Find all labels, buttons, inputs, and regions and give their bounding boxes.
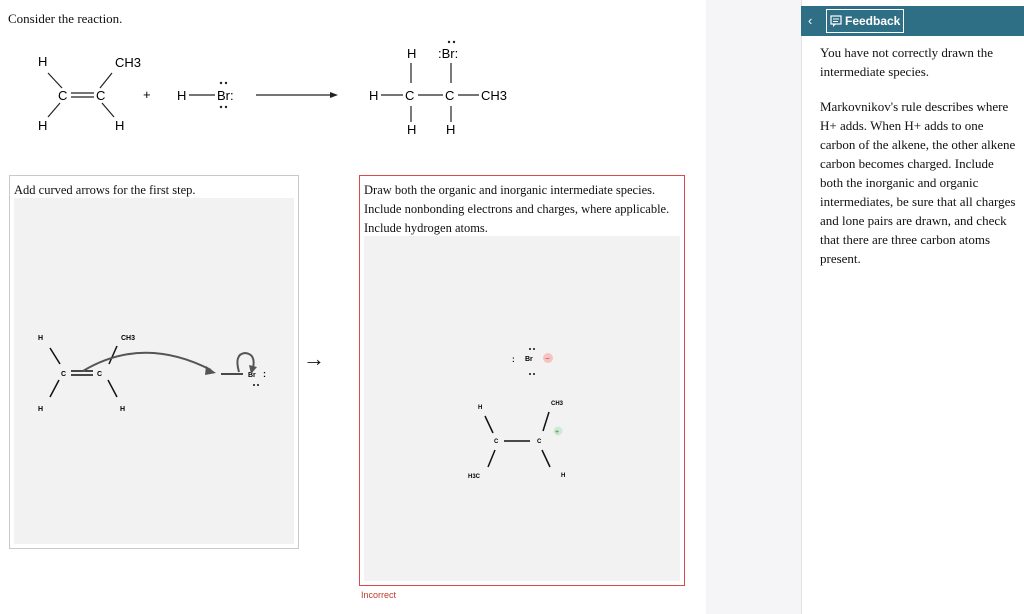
- arrow-head: [205, 366, 216, 375]
- product-ch3: CH3: [481, 88, 508, 103]
- plus-sign: +: [143, 87, 151, 102]
- lone-pair: [253, 384, 255, 386]
- curved-arrow-1: [83, 353, 211, 371]
- cation-h3c: H3C: [468, 474, 481, 480]
- cation-c1: C: [494, 439, 499, 445]
- bromide-lone-left: :: [512, 355, 515, 364]
- lone-pair: [529, 373, 531, 375]
- feedback-icon: [830, 15, 842, 27]
- hbr-br: Br:: [217, 88, 234, 103]
- bromide-symbol: Br: [525, 356, 533, 363]
- product-h-left: H: [369, 88, 379, 103]
- bond: [543, 412, 549, 431]
- lone-pair: [220, 106, 222, 108]
- feedback-tab-label: Feedback: [845, 14, 901, 28]
- feedback-message-1: You have not correctly drawn the intermediate species.: [820, 45, 994, 79]
- bond: [109, 346, 117, 364]
- bond: [48, 73, 62, 88]
- product-br: :Br:: [438, 46, 459, 61]
- feedback-message-2: Markovnikov's rule describes where H+ adds. When H+ adds to one carbon of the alkene, the other alkene carbon becomes charged. Include both the inorganic and organic intermediates, be sure that all charges and lone pairs are drawn, and check that there are three carbon atoms present.: [820, 99, 1016, 266]
- alkene-h-bottom-left: H: [38, 118, 48, 133]
- step1-molecule[interactable]: [13, 320, 299, 420]
- hbr-h: H: [177, 88, 187, 103]
- step1-ch3: CH3: [121, 335, 136, 342]
- bond: [542, 450, 550, 467]
- positive-charge: +: [555, 429, 560, 436]
- panel-2-label: Draw both the organic and inorganic intermediate species. Include nonbonding electrons and charges, where applicable. Include hydrogen atoms.: [364, 183, 670, 235]
- alkene-ch3: CH3: [115, 55, 142, 70]
- lone-pair: [529, 348, 531, 350]
- bond: [485, 416, 493, 433]
- bond: [100, 73, 112, 88]
- alkene-c-left: C: [58, 88, 68, 103]
- product-h-bottom-1: H: [407, 122, 417, 137]
- feedback-tab[interactable]: [826, 9, 904, 33]
- alkene-h-top-left: H: [38, 54, 48, 69]
- bond: [50, 348, 60, 364]
- bond: [102, 103, 114, 117]
- step1-br: Br: [248, 372, 256, 379]
- negative-charge: −: [545, 354, 550, 363]
- step1-c1: C: [61, 371, 67, 378]
- lone-pair: [448, 41, 450, 43]
- panel-1-label: Add curved arrows for the first step.: [14, 183, 196, 197]
- cation-c2: C: [537, 439, 542, 445]
- step2-molecules[interactable]: [460, 325, 600, 485]
- gutter: [706, 0, 801, 614]
- cation-h-top: H: [478, 405, 483, 411]
- bond: [108, 380, 117, 397]
- alkene-c-right: C: [96, 88, 106, 103]
- step1-h2: H: [38, 406, 44, 413]
- bond: [48, 103, 60, 117]
- feedback-panel: [801, 0, 1024, 614]
- chevron-left-icon[interactable]: ‹: [808, 13, 813, 28]
- bond: [50, 380, 59, 397]
- product-h-top: H: [407, 46, 417, 61]
- cation-ch3: CH3: [551, 401, 564, 407]
- bond: [488, 450, 495, 467]
- prompt-title: Consider the reaction.: [8, 11, 123, 26]
- status-incorrect: Incorrect: [361, 590, 397, 600]
- step1-h3: H: [120, 406, 126, 413]
- lone-pair: [220, 82, 222, 84]
- reaction-scheme: [0, 30, 706, 140]
- product-c1: C: [405, 88, 415, 103]
- cation-h-bottom: H: [561, 473, 566, 479]
- product-h-bottom-2: H: [446, 122, 456, 137]
- step1-br-lone: :: [263, 369, 266, 379]
- alkene-h-bottom-right: H: [115, 118, 125, 133]
- product-c2: C: [445, 88, 455, 103]
- step-arrow: →: [303, 346, 325, 371]
- step1-h1: H: [38, 335, 44, 342]
- step1-c2: C: [97, 371, 103, 378]
